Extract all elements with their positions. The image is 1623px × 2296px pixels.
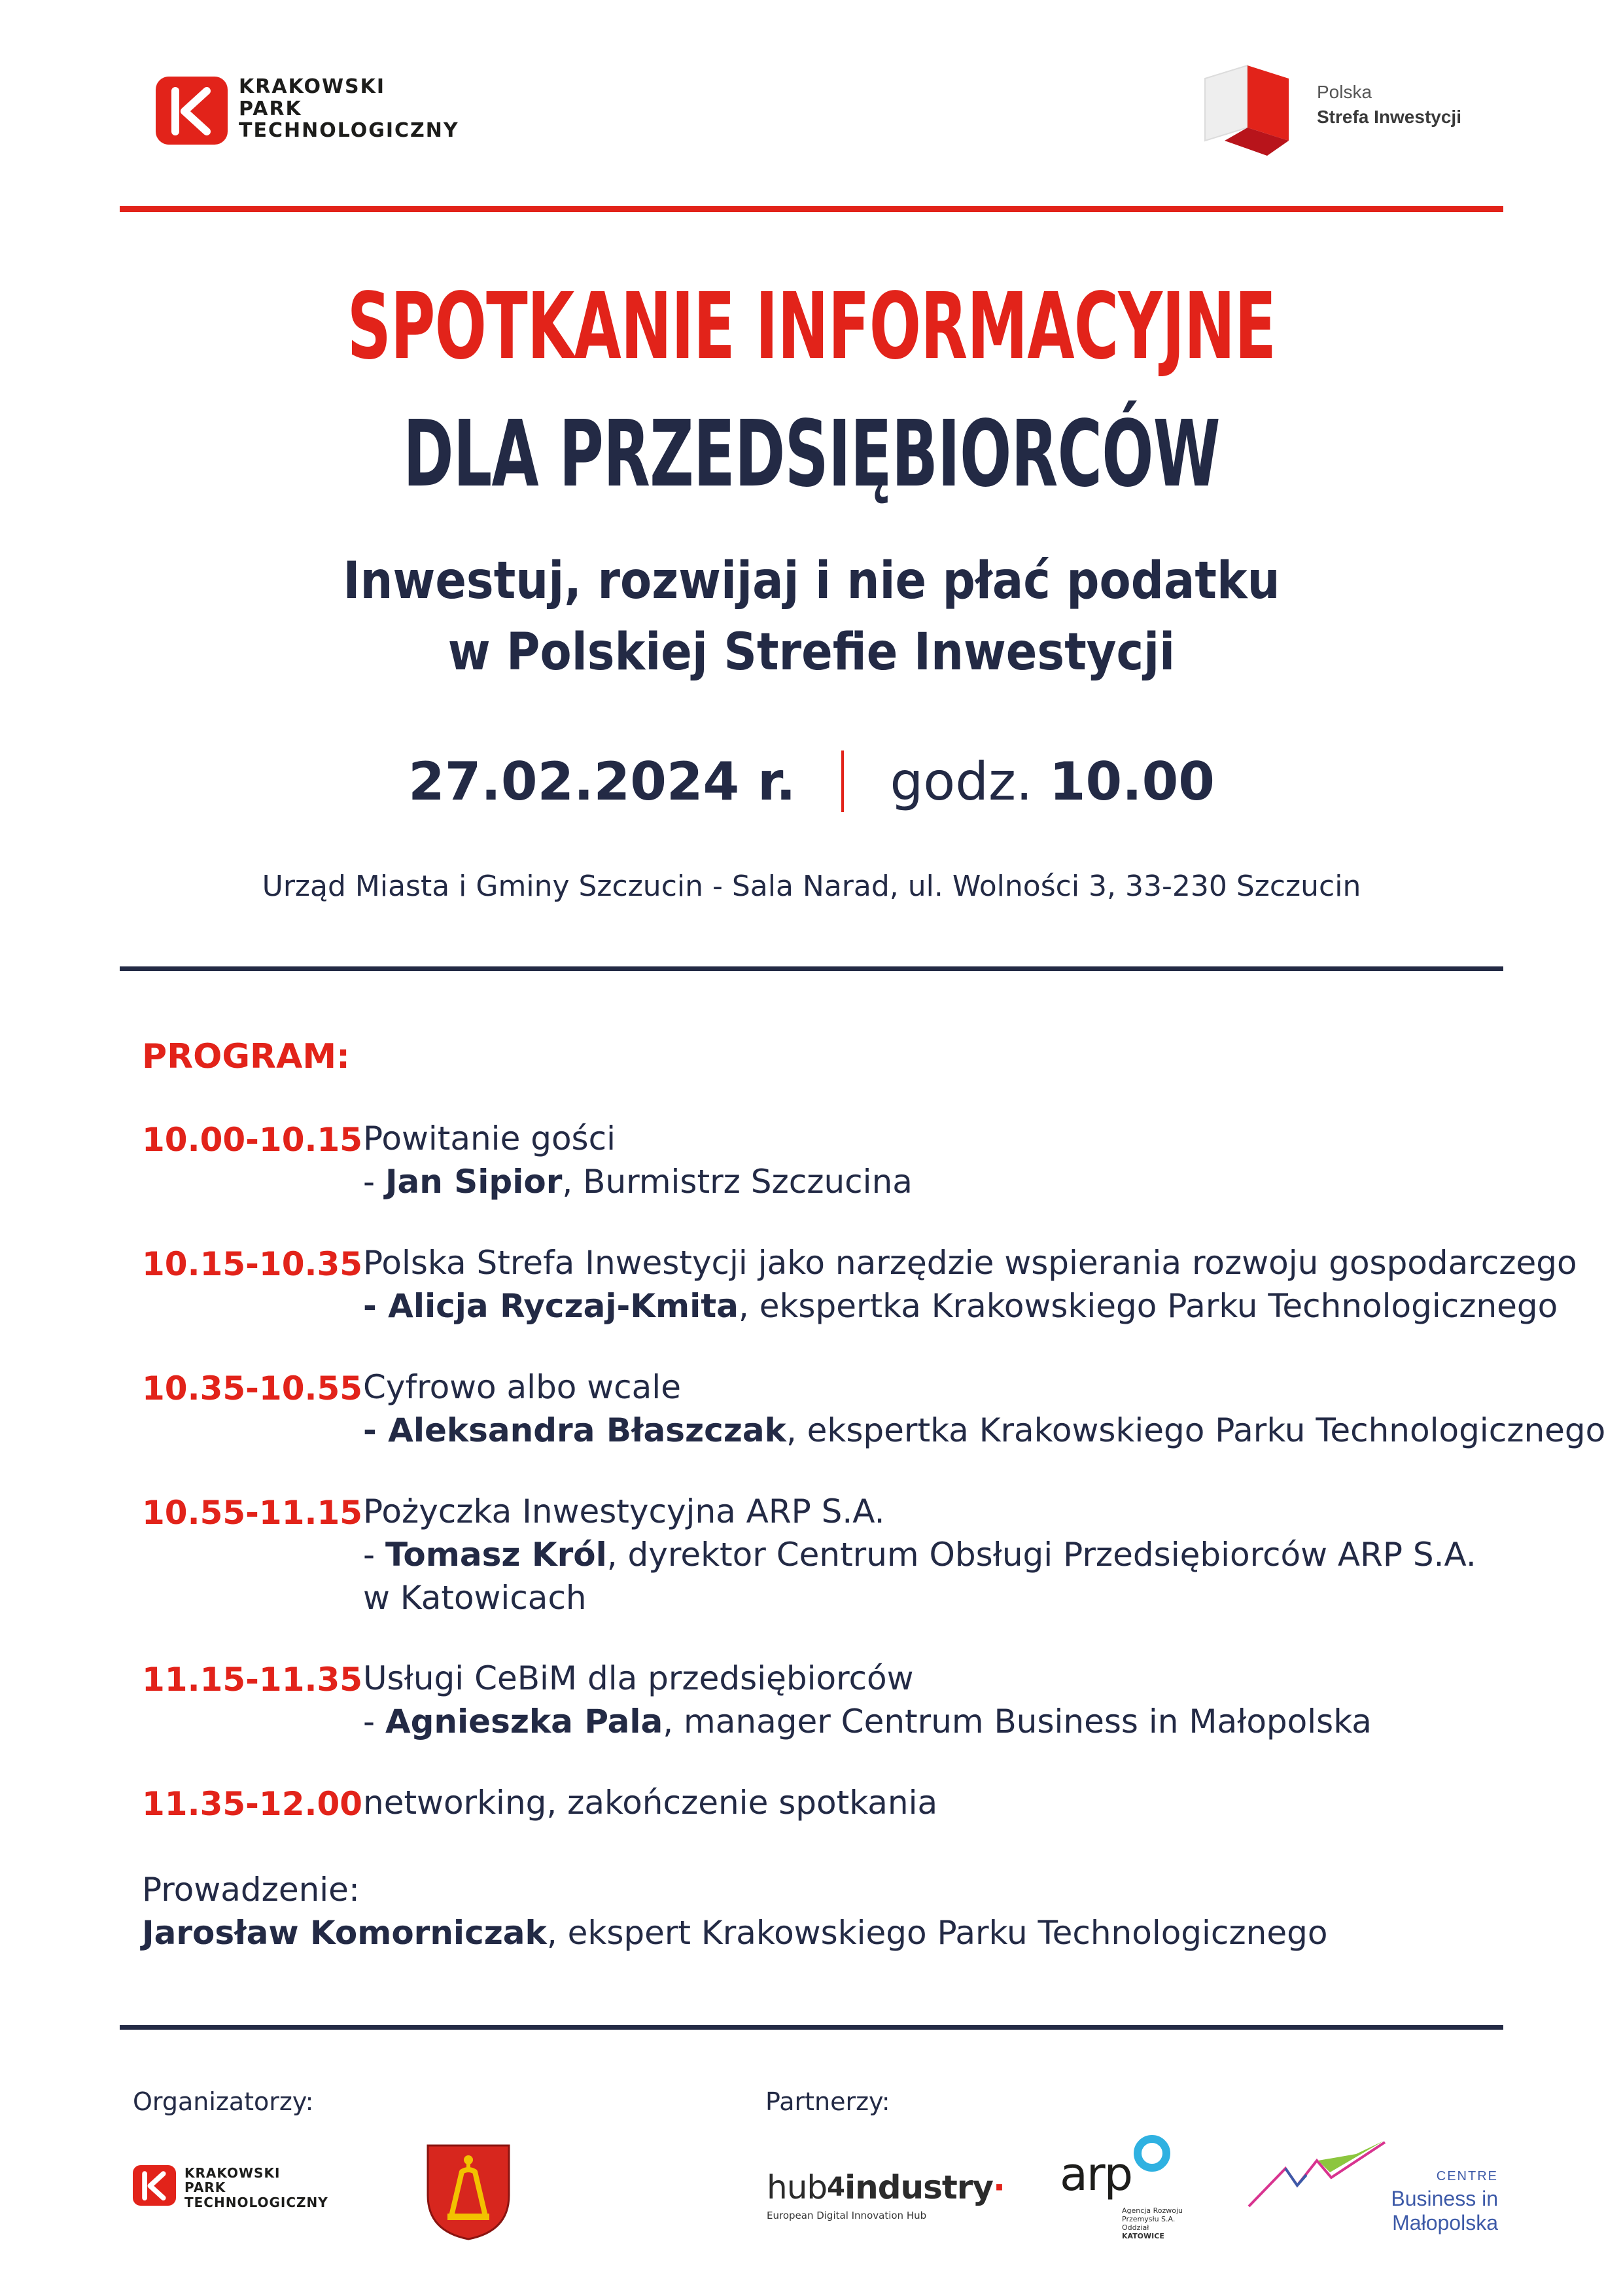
psi-flag-icon xyxy=(1198,59,1293,157)
speaker-role: , ekspertka Krakowskiego Parku Technologicznego xyxy=(738,1287,1558,1325)
program-item-desc xyxy=(363,1781,937,1824)
hub4industry-tagline: European Digital Innovation Hub xyxy=(767,2210,927,2221)
event-time-prefix: godz. xyxy=(890,751,1033,812)
organizers-label: Organizatorzy: xyxy=(133,2087,314,2116)
moderator-role: , ekspert Krakowskiego Parku Technologicznego xyxy=(546,1914,1328,1952)
psi-logo-line1: Polska xyxy=(1317,82,1372,102)
event-time: 10.00 xyxy=(1049,751,1215,812)
psi-logo-text xyxy=(1317,80,1461,130)
moderation-label: Prowadzenie: xyxy=(142,1871,360,1909)
program-item-title: networking, zakończenie spotkania xyxy=(363,1784,938,1822)
program-item-time: 10.15-10.35 xyxy=(142,1245,363,1283)
program-item-desc xyxy=(363,1490,1476,1619)
speaker-role-cont: w Katowicach xyxy=(363,1579,587,1617)
program-item-time: 10.00-10.15 xyxy=(142,1121,363,1159)
kpt-small-logo-mark xyxy=(133,2165,176,2206)
kpt-logo-mark xyxy=(156,77,228,145)
kpt-logo-line1: KRAKOWSKI xyxy=(239,75,386,98)
date-separator xyxy=(841,751,844,812)
program-item-desc xyxy=(363,1657,1372,1743)
kpt-logo-line2: PARK xyxy=(239,97,302,120)
program-heading: PROGRAM: xyxy=(142,1037,350,1076)
program-item-speaker: - Alicja Ryczaj-Kmita, ekspertka Krakowskiego Parku Technologicznego xyxy=(363,1287,1558,1325)
hub4industry-logo: hub$^4$industry· European Digital Innovation Hub xyxy=(767,2168,1005,2221)
event-dateline xyxy=(0,746,1623,818)
speaker-role: , Burmistrz Szczucina xyxy=(562,1163,913,1201)
section-divider-bottom xyxy=(120,2025,1503,2030)
section-divider-top xyxy=(120,966,1503,971)
partners-label: Partnerzy: xyxy=(765,2087,890,2116)
speaker-role: , dyrektor Centrum Obsługi Przedsiębiorców ARP S.A. xyxy=(606,1536,1476,1574)
program-item-speaker: - Jan Sipior, Burmistrz Szczucina xyxy=(363,1163,913,1201)
program-item-desc xyxy=(363,1366,1605,1452)
program-item-title: Usługi CeBiM dla przedsiębiorców xyxy=(363,1659,914,1697)
event-date: 27.02.2024 r. xyxy=(408,751,796,812)
speaker-role: , ekspertka Krakowskiego Parku Technologicznego xyxy=(786,1411,1606,1449)
subtitle-line2: w Polskiej Strefie Inwestycji xyxy=(447,623,1176,682)
cebim-name: Business in Małopolska xyxy=(1391,2187,1498,2234)
event-venue: Urząd Miasta i Gminy Szczucin - Sala Narad, ul. Wolności 3, 33-230 Szczucin xyxy=(262,870,1361,903)
program-item-desc xyxy=(363,1117,913,1203)
kpt-k-icon xyxy=(133,2165,176,2206)
arp-subtitle: Agencja Rozwoju Przemysłu S.A. Oddział KATOWICE xyxy=(1122,2206,1183,2240)
header-divider xyxy=(120,206,1503,212)
program-item-speaker: - Aleksandra Błaszczak, ekspertka Krakowskiego Parku Technologicznego xyxy=(363,1411,1606,1449)
speaker-name: Alicja Ryczaj-Kmita xyxy=(388,1287,739,1325)
kpt-k-icon xyxy=(156,77,228,145)
program-item-title: Pożyczka Inwestycyjna ARP S.A. xyxy=(363,1492,885,1530)
speaker-role: , manager Centrum Business in Małopolska xyxy=(663,1703,1372,1740)
kpt-small-logo-text: KRAKOWSKI PARK TECHNOLOGICZNY xyxy=(184,2165,328,2210)
cebim-logo-text xyxy=(1282,2169,1498,2235)
program-item-speaker: - Tomasz Król, dyrektor Centrum Obsługi Przedsiębiorców ARP S.A. xyxy=(363,1536,1476,1574)
program-item-desc xyxy=(363,1241,1577,1328)
moderator-name: Jarosław Komorniczak xyxy=(142,1914,547,1952)
subtitle-line1: Inwestuj, rozwijaj i nie płać podatku xyxy=(343,552,1280,610)
cebim-small: CENTRE xyxy=(1436,2169,1498,2183)
program-item-time: 11.35-12.00 xyxy=(142,1785,363,1823)
arp-ring-icon xyxy=(1132,2133,1172,2174)
moderator xyxy=(142,1911,1327,1954)
program-item-title: Powitanie gości xyxy=(363,1120,616,1157)
speaker-name: Agnieszka Pala xyxy=(385,1703,663,1740)
speaker-name: Aleksandra Błaszczak xyxy=(388,1411,786,1449)
page-title-line2: DLA PRZEDSIĘBIORCÓW xyxy=(403,401,1220,508)
speaker-name: Jan Sipior xyxy=(385,1163,563,1201)
psi-logo-line2: Strefa Inwestycji xyxy=(1317,106,1461,127)
program-item-speaker: - Agnieszka Pala, manager Centrum Business in Małopolska xyxy=(363,1703,1372,1740)
kpt-logo-line3: TECHNOLOGICZNY xyxy=(239,119,459,143)
program-item-time: 10.35-10.55 xyxy=(142,1369,363,1407)
program-item-time: 10.55-11.15 xyxy=(142,1494,363,1532)
program-item-title: Polska Strefa Inwestycji jako narzędzie wspierania rozwoju gospodarczego xyxy=(363,1244,1577,1282)
program-item-time: 11.15-11.35 xyxy=(142,1661,363,1699)
page-title-line1: SPOTKANIE INFORMACYJNE xyxy=(347,274,1276,380)
speaker-name: Tomasz Król xyxy=(385,1536,607,1574)
moderation-block xyxy=(142,1868,1327,1954)
program-item-title: Cyfrowo albo wcale xyxy=(363,1368,681,1406)
szczucin-coat-of-arms-icon xyxy=(425,2143,512,2241)
kpt-logo-text xyxy=(239,76,459,142)
arp-name: arp xyxy=(1060,2147,1132,2201)
